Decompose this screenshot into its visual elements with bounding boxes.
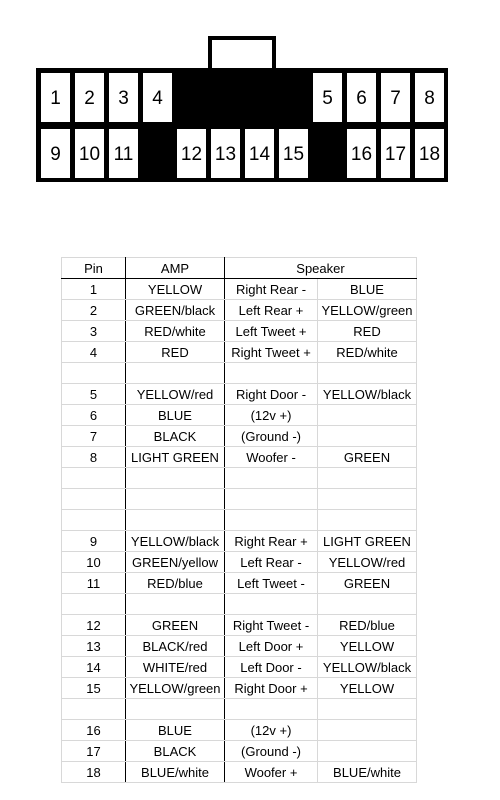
cell-pin: 14 [62, 657, 126, 678]
cell-pin: 5 [62, 384, 126, 405]
pin-cell: 18 [415, 129, 444, 178]
cell-speaker: YELLOW/red [318, 552, 417, 573]
pin-cell: 7 [381, 73, 410, 122]
cell-amp: LIGHT GREEN [126, 447, 225, 468]
pin-cell: 13 [211, 129, 240, 178]
cell-amp [126, 489, 225, 510]
cell-wire-function: (12v +) [225, 405, 318, 426]
cell-speaker: BLUE/white [318, 762, 417, 783]
cell-wire-function: Right Rear - [225, 279, 318, 300]
table-row [62, 678, 417, 699]
cell-amp: YELLOW/green [126, 678, 225, 699]
table-row [62, 363, 417, 384]
cell-wire-function: Left Door - [225, 657, 318, 678]
cell-amp: BLUE [126, 405, 225, 426]
cell-amp: BLACK [126, 741, 225, 762]
cell-amp: GREEN [126, 615, 225, 636]
cell-pin: 2 [62, 300, 126, 321]
cell-wire-function: Left Tweet + [225, 321, 318, 342]
cell-speaker: YELLOW/green [318, 300, 417, 321]
cell-wire-function: Left Rear - [225, 552, 318, 573]
table-row [62, 615, 417, 636]
table-row [62, 720, 417, 741]
cell-pin: 16 [62, 720, 126, 741]
table-row [62, 699, 417, 720]
cell-amp: BLUE [126, 720, 225, 741]
cell-amp: BLUE/white [126, 762, 225, 783]
table-row [62, 384, 417, 405]
cell-speaker: YELLOW [318, 678, 417, 699]
cell-speaker: RED [318, 321, 417, 342]
cell-speaker: LIGHT GREEN [318, 531, 417, 552]
cell-amp: BLACK/red [126, 636, 225, 657]
cell-pin: 12 [62, 615, 126, 636]
cell-pin [62, 510, 126, 531]
pin-cell: 16 [347, 129, 376, 178]
pin-cell: 4 [143, 73, 172, 122]
cell-amp: GREEN/black [126, 300, 225, 321]
pin-cell: 10 [75, 129, 104, 178]
pin-cell: 12 [177, 129, 206, 178]
cell-wire-function: Right Tweet - [225, 615, 318, 636]
cell-pin [62, 363, 126, 384]
table-row [62, 489, 417, 510]
cell-speaker: YELLOW [318, 636, 417, 657]
cell-amp: YELLOW/black [126, 531, 225, 552]
cell-pin: 10 [62, 552, 126, 573]
table-row [62, 447, 417, 468]
table-row [62, 552, 417, 573]
cell-wire-function: (Ground -) [225, 426, 318, 447]
cell-pin: 17 [62, 741, 126, 762]
cell-wire-function [225, 489, 318, 510]
table-row [62, 426, 417, 447]
cell-speaker [318, 699, 417, 720]
cell-wire-function [225, 699, 318, 720]
pin-cell: 1 [41, 73, 70, 122]
cell-wire-function [225, 594, 318, 615]
cell-speaker [318, 594, 417, 615]
cell-speaker [318, 741, 417, 762]
cell-wire-function: Right Door + [225, 678, 318, 699]
cell-speaker: GREEN [318, 447, 417, 468]
cell-amp [126, 363, 225, 384]
pin-cell: 2 [75, 73, 104, 122]
cell-wire-function: Right Tweet + [225, 342, 318, 363]
cell-pin: 4 [62, 342, 126, 363]
cell-amp: YELLOW/red [126, 384, 225, 405]
cell-amp [126, 594, 225, 615]
table-row [62, 510, 417, 531]
cell-speaker: BLUE [318, 279, 417, 300]
cell-pin: 9 [62, 531, 126, 552]
cell-amp [126, 699, 225, 720]
cell-wire-function: Right Door - [225, 384, 318, 405]
table-row [62, 321, 417, 342]
pin-cell: 6 [347, 73, 376, 122]
cell-pin [62, 594, 126, 615]
cell-speaker [318, 510, 417, 531]
cell-wire-function [225, 510, 318, 531]
cell-amp: WHITE/red [126, 657, 225, 678]
table-row [62, 657, 417, 678]
cell-speaker [318, 720, 417, 741]
cell-amp: BLACK [126, 426, 225, 447]
cell-pin: 8 [62, 447, 126, 468]
cell-speaker: RED/blue [318, 615, 417, 636]
cell-amp: RED/blue [126, 573, 225, 594]
cell-speaker [318, 468, 417, 489]
cell-amp: RED [126, 342, 225, 363]
pin-cell: 17 [381, 129, 410, 178]
table-body [62, 279, 417, 783]
cell-speaker [318, 489, 417, 510]
cell-pin [62, 489, 126, 510]
cell-pin: 18 [62, 762, 126, 783]
table-row [62, 636, 417, 657]
table-row [62, 741, 417, 762]
table-row [62, 594, 417, 615]
cell-wire-function [225, 363, 318, 384]
pin-cell: 9 [41, 129, 70, 178]
cell-amp: RED/white [126, 321, 225, 342]
cell-wire-function: Left Door + [225, 636, 318, 657]
cell-pin [62, 699, 126, 720]
cell-amp: GREEN/yellow [126, 552, 225, 573]
cell-amp [126, 510, 225, 531]
pin-cell: 11 [109, 129, 138, 178]
table-row [62, 405, 417, 426]
cell-pin: 13 [62, 636, 126, 657]
connector-latch-tab [208, 36, 276, 70]
cell-wire-function: (12v +) [225, 720, 318, 741]
header-speaker: Speaker [225, 258, 417, 279]
cell-pin: 3 [62, 321, 126, 342]
pin-cell: 14 [245, 129, 274, 178]
cell-wire-function: Woofer - [225, 447, 318, 468]
pinout-table [61, 257, 417, 783]
table-row [62, 279, 417, 300]
cell-pin: 6 [62, 405, 126, 426]
cell-wire-function: (Ground -) [225, 741, 318, 762]
table-row [62, 300, 417, 321]
table-row [62, 342, 417, 363]
cell-wire-function: Left Rear + [225, 300, 318, 321]
cell-speaker: RED/white [318, 342, 417, 363]
pin-cell: 3 [109, 73, 138, 122]
cell-pin: 15 [62, 678, 126, 699]
cell-amp [126, 468, 225, 489]
cell-speaker [318, 363, 417, 384]
pin-cell: 8 [415, 73, 444, 122]
table-row [62, 468, 417, 489]
pin-cell: 15 [279, 129, 308, 178]
cell-wire-function: Left Tweet - [225, 573, 318, 594]
connector-diagram [36, 36, 448, 182]
cell-wire-function [225, 468, 318, 489]
cell-pin: 1 [62, 279, 126, 300]
cell-wire-function: Right Rear + [225, 531, 318, 552]
cell-speaker: YELLOW/black [318, 657, 417, 678]
cell-speaker [318, 405, 417, 426]
cell-amp: YELLOW [126, 279, 225, 300]
pin-cell: 5 [313, 73, 342, 122]
table-row [62, 573, 417, 594]
cell-pin: 11 [62, 573, 126, 594]
connector-body [36, 68, 448, 182]
table-row [62, 762, 417, 783]
header-pin: Pin [62, 258, 126, 279]
cell-speaker: GREEN [318, 573, 417, 594]
cell-speaker: YELLOW/black [318, 384, 417, 405]
header-amp: AMP [126, 258, 225, 279]
table-row [62, 531, 417, 552]
table-header-row [62, 258, 417, 279]
cell-pin: 7 [62, 426, 126, 447]
cell-wire-function: Woofer + [225, 762, 318, 783]
cell-speaker [318, 426, 417, 447]
cell-pin [62, 468, 126, 489]
